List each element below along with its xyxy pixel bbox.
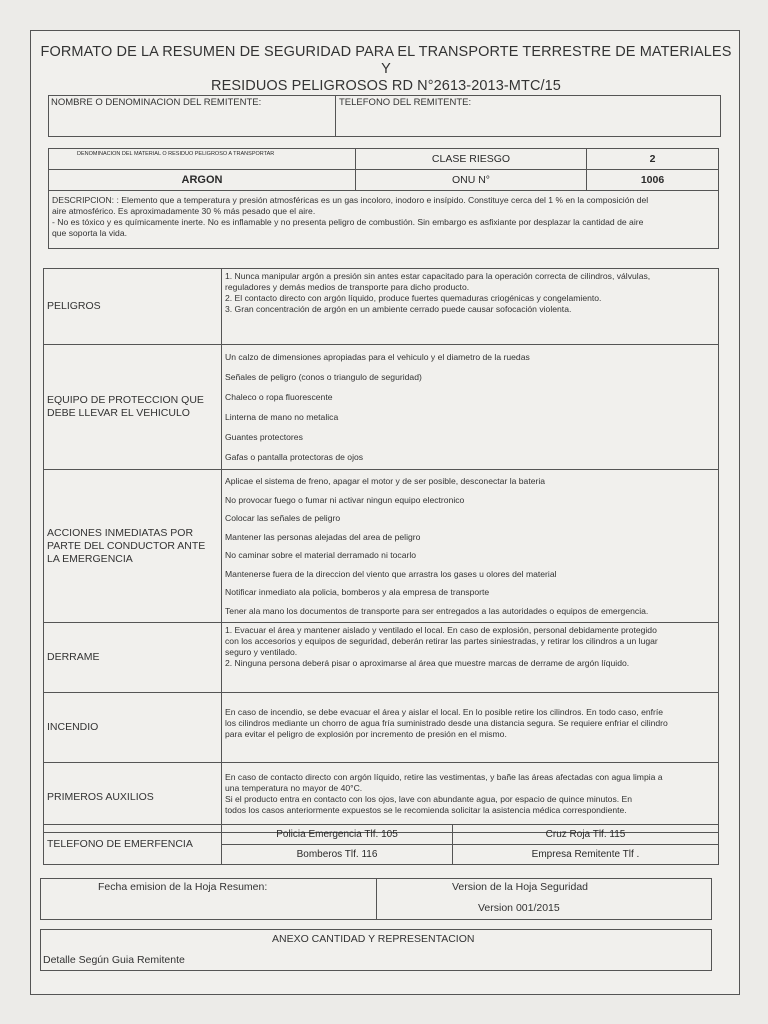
auxilios-line: Si el producto entra en contacto con los ojos, lave con abundante agua, por espacio de quince minutos. En	[225, 794, 633, 804]
anexo-title: ANEXO CANTIDAD Y REPRESENTACION	[272, 933, 475, 945]
description-line: aire atmosférico. Es aproximadamente 30 % más pesado que el aire.	[52, 206, 316, 216]
acciones-line: Mantenerse fuera de la direccion del viento que arrastra los gases u olores del material	[225, 568, 557, 579]
equipo-line: Guantes protectores	[225, 432, 303, 442]
equipo-line: Un calzo de dimensiones apropiadas para el vehiculo y el diametro de la ruedas	[225, 352, 530, 362]
material-name: ARGON	[181, 174, 223, 186]
equipo-line: Señales de peligro (conos o triangulo de seguridad)	[225, 372, 422, 382]
equipo-label-1: EQUIPO DE PROTECCION QUE	[47, 394, 204, 406]
emergency-phone-table	[43, 824, 719, 865]
row-derrame	[44, 623, 719, 693]
equipo-line: Linterna de mano no metalica	[225, 412, 339, 422]
sender-phone-label: TELEFONO DEL REMITENTE:	[339, 97, 472, 108]
row-incendio	[44, 693, 719, 763]
row-peligros	[44, 269, 719, 345]
acciones-line: Notificar inmediato ala policia, bomberos y ala empresa de transporte	[225, 587, 490, 597]
class-risk-value: 2	[649, 153, 656, 165]
acciones-label-1: ACCIONES INMEDIATAS POR	[47, 526, 194, 539]
incendio-line: los cilindros mediante un chorro de agua fría suministrado desde una distancia segura. Se requiere enfriar el cilindro	[225, 718, 668, 728]
acciones-line: No provocar fuego o fumar ni activar ningun equipo electronico	[225, 494, 465, 505]
bomberos-phone: Bomberos Tlf. 116	[296, 849, 378, 860]
version-label: Version de la Hoja Seguridad	[452, 881, 589, 893]
acciones-line: No caminar sobre el material derramado ni tocarlo	[225, 550, 417, 560]
peligros-line: 1. Nunca manipular argón a presión sin antes estar capacitado para la operación correcta de cilindros, válvulas,	[225, 271, 651, 281]
class-risk-label: CLASE RIESGO	[431, 153, 511, 165]
material-table	[48, 148, 719, 249]
acciones-label-2: PARTE DEL CONDUCTOR ANTE	[47, 539, 206, 552]
equipo-line: Chaleco o ropa fluorescente	[225, 392, 333, 402]
auxilios-label: PRIMEROS AUXILIOS	[47, 791, 154, 803]
material-denomination-label: DENOMINACION DEL MATERIAL O RESIDUO PELIGROSO A TRANSPORTAR	[77, 151, 275, 157]
derrame-line: con los accesorios y equipos de seguridad, deberán retirar las partes siniestradas, y retirar los cilindros a un lugar	[225, 636, 658, 646]
title-line-2: RESIDUOS PELIGROSOS RD N°2613-2013-MTC/15	[211, 78, 561, 94]
row-auxilios	[44, 763, 719, 833]
auxilios-line: En caso de contacto directo con argón líquido, retire las vestimentas, y bañe las áreas afectadas con agua limpia a	[225, 772, 663, 782]
onu-value: 1006	[640, 174, 665, 186]
acciones-line: Mantener las personas alejadas del area de peligro	[225, 531, 421, 542]
description-line: que soporta la vida.	[52, 228, 128, 238]
derrame-label: DERRAME	[47, 651, 100, 663]
derrame-line: seguro y ventilado.	[225, 647, 298, 657]
telefono-label: TELEFONO DE EMERFENCIA	[47, 838, 193, 850]
equipo-line: Gafas o pantalla protectoras de ojos	[225, 452, 364, 462]
onu-label: ONU N°	[451, 174, 491, 186]
incendio-label: INCENDIO	[47, 721, 99, 733]
fecha-label: Fecha emision de la Hoja Resumen:	[98, 881, 268, 893]
sender-name-label: NOMBRE O DENOMINACION DEL REMITENTE:	[51, 97, 262, 108]
footer-divider	[376, 878, 377, 920]
sender-divider	[335, 95, 336, 137]
peligros-line: 2. El contacto directo con argón líquido, produce fuertes quemaduras criogénicas y congelamiento.	[225, 293, 602, 303]
incendio-line: En caso de incendio, se debe evacuar el área y aislar el local. En lo posible retire los cilindros. En todo caso, enfríe	[225, 707, 664, 717]
equipo-label-2: DEBE LLEVAR EL VEHICULO	[47, 407, 190, 419]
auxilios-line: todos los casos anteriormente expuestos se le recomienda solicitar la asistencia médica correspondiente.	[225, 805, 627, 815]
derrame-line: 2. Ninguna persona deberá pisar o aproximarse al área que muestre marcas de derrame de argón líquido.	[225, 658, 630, 668]
auxilios-line: una temperatura no mayor de 40°C.	[225, 783, 363, 793]
peligros-label: PELIGROS	[47, 300, 101, 312]
peligros-line: reguladores y demás medios de transporte para dicho producto.	[225, 282, 470, 292]
empresa-phone: Empresa Remitente Tlf .	[531, 849, 640, 860]
row-acciones	[44, 470, 719, 623]
policia-phone: Policia Emergencia Tlf. 105	[276, 829, 398, 840]
title-line-1: FORMATO DE LA RESUMEN DE SEGURIDAD PARA EL TRANSPORTE TERRESTRE DE MATERIALES Y	[40, 44, 732, 77]
acciones-line: Tener ala mano los documentos de transporte para ser entregados a las autoridades o equipos de emergencia.	[225, 605, 649, 616]
acciones-label-3: LA EMERGENCIA	[47, 552, 133, 565]
acciones-line: Aplicae el sistema de freno, apagar el motor y de ser posible, desconectar la bateria	[225, 476, 546, 486]
cruz-roja-phone: Cruz Roja Tlf. 115	[545, 829, 626, 840]
derrame-line: 1. Evacuar el área y mantener aislado y ventilado el local. En caso de explosión, personal debidamente protegido	[225, 625, 657, 635]
peligros-line: 3. Gran concentración de argón en un ambiente cerrado puede causar sofocación violenta.	[225, 304, 572, 314]
safety-table	[43, 268, 719, 833]
acciones-line: Colocar las señales de peligro	[225, 513, 341, 523]
incendio-line: para evitar el peligro de explosión por incremento de presión en el mismo.	[225, 729, 507, 739]
document-title	[34, 44, 738, 95]
description-line: DESCRIPCION: : Elemento que a temperatura y presión atmosféricas es un gas incoloro, inodoro e insípido. Constituye cerca del 1 % en la composición del	[52, 195, 649, 205]
anexo-detail: Detalle Según Guia Remitente	[43, 954, 185, 966]
description-line: - No es tóxico y es químicamente inerte. No es inflamable y no presenta peligro de combustión. Sin embargo es asfixiante por desplazar la cantidad de aire	[52, 217, 644, 227]
version-value: Version 001/2015	[478, 902, 560, 914]
row-equipo	[44, 345, 719, 470]
